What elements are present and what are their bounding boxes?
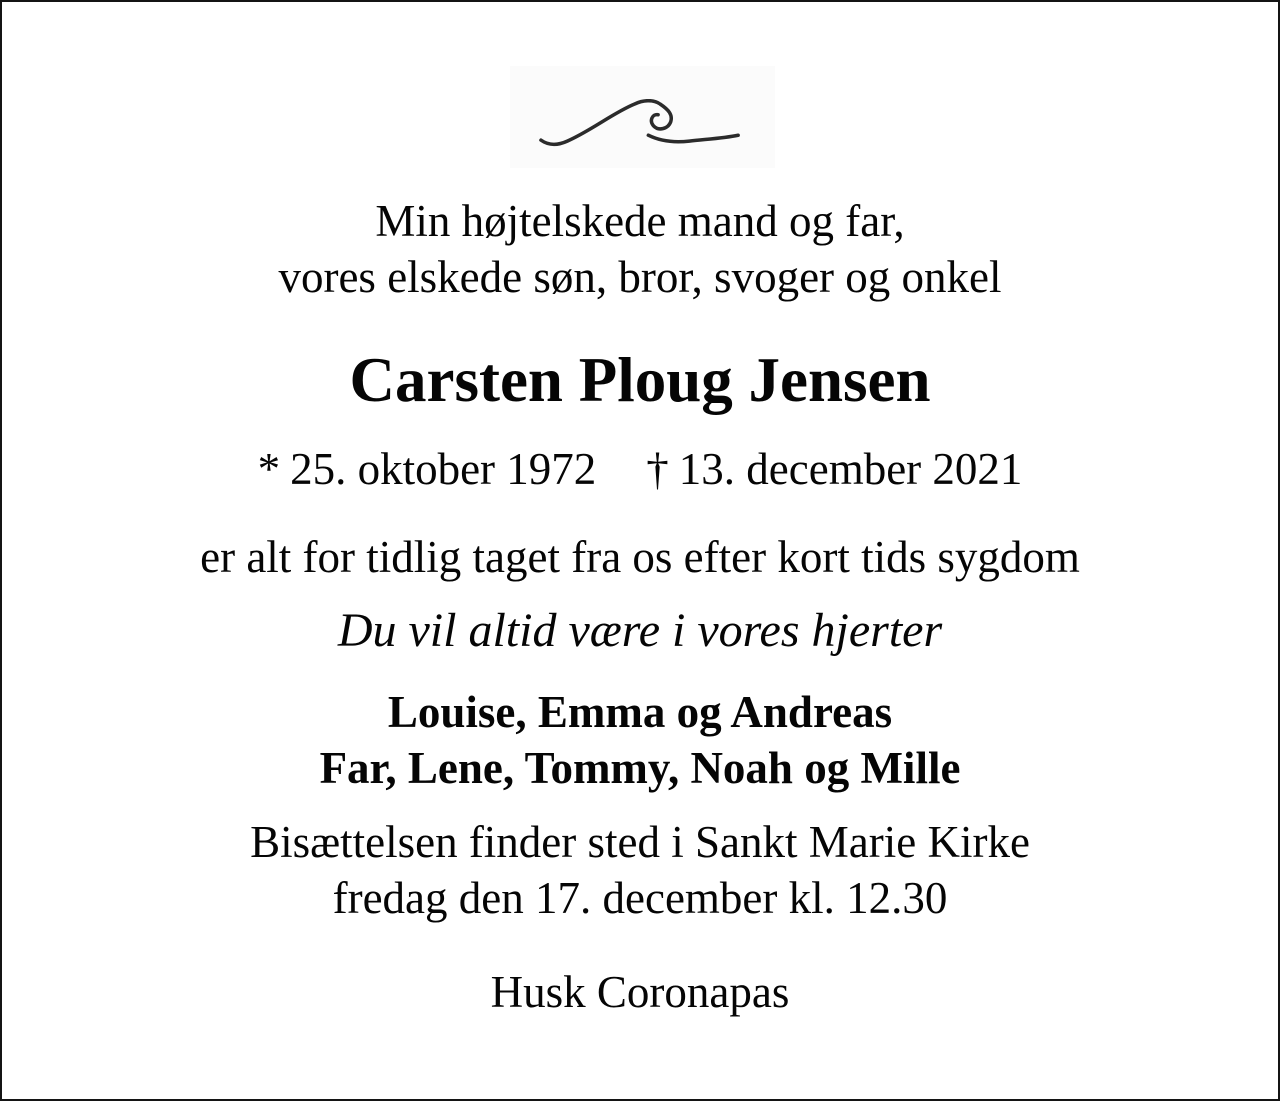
death-date: [646, 444, 1022, 494]
intro-line-1: Min højtelskede mand og far,: [375, 196, 905, 246]
family-line-2: Far, Lene, Tommy, Noah og Mille: [319, 743, 961, 793]
ceremony-lines: [2, 814, 1278, 926]
intro-lines: [2, 193, 1278, 305]
birth-date: [258, 444, 597, 494]
born-symbol: *: [257, 444, 281, 494]
wave-icon: [539, 99, 744, 150]
death-date-text: 13. december 2021: [678, 444, 1023, 494]
life-dates: [2, 441, 1278, 497]
ceremony-line-1: Bisættelsen finder sted i Sankt Marie Kirke: [250, 817, 1030, 867]
family-lines: [2, 684, 1278, 796]
ceremony-line-2: fredag den 17. december kl. 12.30: [332, 873, 948, 923]
family-line-1: Louise, Emma og Andreas: [387, 687, 893, 737]
intro-line-2: vores elskede søn, bror, svoger og onkel: [278, 252, 1002, 302]
farewell-line: Du vil altid være i vores hjerter: [337, 604, 943, 657]
message-line: er alt for tidlig taget fra os efter kort tids sygdom: [200, 532, 1080, 582]
deceased-name: Carsten Ploug Jensen: [349, 345, 931, 415]
cross-symbol: †: [646, 444, 669, 494]
corona-note: Husk Coronapas: [490, 967, 790, 1017]
birth-date-text: 25. oktober 1972: [290, 444, 597, 494]
